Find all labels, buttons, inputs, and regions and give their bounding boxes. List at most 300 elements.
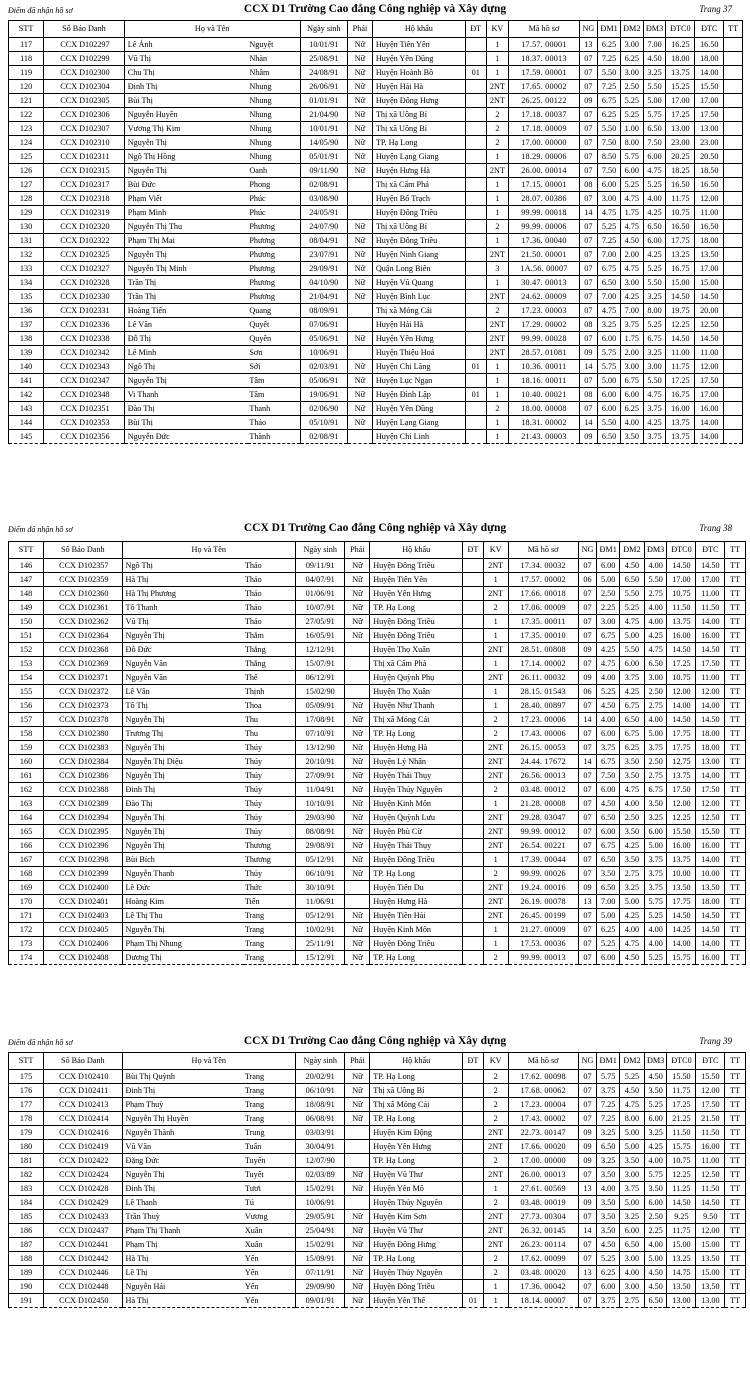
cell-ho-dem: Đinh Thị <box>122 1182 244 1196</box>
cell-dtc0: 15.50 <box>667 1070 696 1084</box>
cell-ten: Phúc <box>248 192 300 206</box>
cell-dt <box>463 1252 484 1266</box>
cell-tt: TT <box>725 1168 746 1182</box>
table-row <box>9 937 746 951</box>
cell-ng: 07 <box>578 1294 597 1308</box>
cell-ng: 07 <box>578 1252 597 1266</box>
cell-dtc: 14.00 <box>695 416 724 430</box>
cell-dm3: 2.75 <box>644 699 667 713</box>
cell-ng: 07 <box>578 1210 597 1224</box>
cell-dm2: 2.75 <box>620 1294 645 1308</box>
cell-ho-dem: Lê Đức <box>122 881 244 895</box>
cell-sbd: CCX D102317 <box>44 178 125 192</box>
cell-ngay-sinh: 15/02/90 <box>295 685 345 699</box>
cell-ng: 07 <box>578 1070 597 1084</box>
cell-ma-ho-so: 17.59. 00001 <box>509 66 579 80</box>
cell-dtc: 17.50 <box>696 1098 725 1112</box>
cell-ma-ho-so: 17.00. 00000 <box>509 136 579 150</box>
cell-ng: 07 <box>579 276 598 290</box>
cell-ho-khau: Huyện Bình Lục <box>372 290 465 304</box>
cell-dm1: 7.25 <box>598 80 621 94</box>
cell-ma-ho-so: 17.65. 00002 <box>509 80 579 94</box>
cell-stt: 165 <box>9 825 44 839</box>
cell-sbd: CCX D102297 <box>44 38 125 52</box>
cell-tt <box>724 290 743 304</box>
cell-ngay-sinh: 10/01/91 <box>300 38 348 52</box>
cell-kv: 1 <box>486 416 509 430</box>
cell-dtc: 10.00 <box>696 867 725 881</box>
cell-dtc: 18.00 <box>696 727 725 741</box>
cell-ng: 07 <box>579 192 598 206</box>
cell-tt <box>724 416 743 430</box>
cell-dm3: 5.25 <box>643 178 666 192</box>
cell-dt <box>465 290 486 304</box>
cell-ten: Thế <box>244 671 296 685</box>
table-row <box>9 699 746 713</box>
cell-ho-dem: Đinh Thị <box>122 783 244 797</box>
cell-sbd: CCX D102347 <box>44 374 125 388</box>
cell-dm1: 3.25 <box>598 318 621 332</box>
cell-kv: 1 <box>486 66 509 80</box>
cell-stt: 185 <box>9 1210 44 1224</box>
cell-ma-ho-so: 17.62. 00098 <box>508 1070 578 1084</box>
cell-ho-khau: Huyện Thủy Nguyên <box>370 1196 463 1210</box>
cell-dt <box>463 699 484 713</box>
column-header-ma-ho-so: Mã hồ sơ <box>508 542 578 559</box>
cell-dt <box>465 108 486 122</box>
cell-ten: Tươi <box>244 1182 296 1196</box>
cell-sbd: CCX D102348 <box>44 388 125 402</box>
cell-sbd: CCX D102371 <box>44 671 122 685</box>
cell-dtc: 12.00 <box>696 1224 725 1238</box>
cell-ten: Sới <box>248 360 300 374</box>
cell-stt: 168 <box>9 867 44 881</box>
cell-dm3: 4.75 <box>643 388 666 402</box>
cell-sbd: CCX D102342 <box>44 346 125 360</box>
column-header-dm3: ĐM3 <box>644 542 667 559</box>
cell-dtc: 14.50 <box>696 713 725 727</box>
cell-stt: 180 <box>9 1140 44 1154</box>
cell-ten: Phương <box>248 290 300 304</box>
cell-dtc0: 12.75 <box>667 755 696 769</box>
cell-kv: 2 <box>483 713 508 727</box>
cell-sbd: CCX D102305 <box>44 94 125 108</box>
cell-ng: 09 <box>578 643 597 657</box>
cell-dm2: 5.00 <box>620 1126 645 1140</box>
cell-ho-khau: Huyện Tiên Du <box>370 881 463 895</box>
cell-ng: 13 <box>578 895 597 909</box>
table-row <box>9 416 743 430</box>
cell-dtc: 12.00 <box>696 797 725 811</box>
cell-ngay-sinh: 10/10/91 <box>295 797 345 811</box>
cell-ng: 09 <box>578 671 597 685</box>
cell-phai: Nữ <box>348 164 373 178</box>
column-header-dm1: ĐM1 <box>598 21 621 38</box>
cell-ma-ho-so: 21.43. 00003 <box>509 430 579 444</box>
cell-dt <box>463 839 484 853</box>
cell-kv: 2NT <box>486 248 509 262</box>
cell-ten: Yến <box>244 1280 296 1294</box>
cell-tt <box>724 332 743 346</box>
table-row <box>9 178 743 192</box>
cell-dm3: 3.75 <box>644 867 667 881</box>
cell-ho-dem: Nguyễn Hải <box>122 1280 244 1294</box>
cell-ma-ho-so: 26.45. 00199 <box>508 909 578 923</box>
cell-tt <box>724 136 743 150</box>
cell-dm1: 6.75 <box>598 94 621 108</box>
header-note: Điểm đã nhận hồ sơ <box>8 525 73 534</box>
cell-dtc0: 13.75 <box>667 853 696 867</box>
cell-ng: 07 <box>579 248 598 262</box>
table-header-row <box>9 542 746 559</box>
cell-dtc: 18.00 <box>696 741 725 755</box>
cell-ng: 07 <box>579 304 598 318</box>
cell-ma-ho-so: 17.35. 00010 <box>508 629 578 643</box>
cell-stt: 144 <box>9 416 44 430</box>
cell-dm1: 6.00 <box>598 178 621 192</box>
cell-stt: 176 <box>9 1084 44 1098</box>
cell-ngay-sinh: 06/10/91 <box>295 867 345 881</box>
cell-ho-dem: Đỗ Thị <box>124 332 248 346</box>
cell-kv: 2NT <box>483 825 508 839</box>
table-row <box>9 671 746 685</box>
cell-sbd: CCX D102319 <box>44 206 125 220</box>
cell-ho-khau: Huyện Quỳnh Lưu <box>370 811 463 825</box>
cell-ngay-sinh: 06/12/91 <box>295 671 345 685</box>
cell-phai <box>348 304 373 318</box>
cell-ng: 07 <box>578 741 597 755</box>
cell-dtc: 13.00 <box>696 1294 725 1308</box>
table-row <box>9 755 746 769</box>
cell-ho-khau: Huyện Đông Triều <box>372 206 465 220</box>
table-row <box>9 951 746 965</box>
table-row <box>9 1224 746 1238</box>
cell-dm2: 3.75 <box>620 671 645 685</box>
cell-sbd: CCX D102433 <box>44 1210 122 1224</box>
cell-ngay-sinh: 11/04/91 <box>295 783 345 797</box>
cell-dm2: 6.50 <box>620 713 645 727</box>
cell-tt: TT <box>725 587 746 601</box>
cell-stt: 125 <box>9 150 44 164</box>
cell-dtc0: 14.75 <box>667 1266 696 1280</box>
cell-dt <box>463 601 484 615</box>
cell-sbd: CCX D102399 <box>44 867 122 881</box>
cell-dm2: 3.00 <box>620 1168 645 1182</box>
table-row <box>9 657 746 671</box>
cell-sbd: CCX D102378 <box>44 713 122 727</box>
cell-dm1: 3.50 <box>597 1168 620 1182</box>
cell-dm3: 4.75 <box>643 164 666 178</box>
cell-ng: 07 <box>578 1084 597 1098</box>
cell-sbd: CCX D102410 <box>44 1070 122 1084</box>
cell-dm1: 5.75 <box>598 360 621 374</box>
cell-ng: 07 <box>578 699 597 713</box>
cell-kv: 1 <box>483 1182 508 1196</box>
cell-dtc: 18.00 <box>695 52 724 66</box>
table-row <box>9 1294 746 1308</box>
cell-kv: 2NT <box>483 769 508 783</box>
cell-dt <box>465 346 486 360</box>
table-row <box>9 248 743 262</box>
cell-tt <box>724 80 743 94</box>
cell-ngay-sinh: 10/01/91 <box>300 122 348 136</box>
cell-phai: Nữ <box>348 52 373 66</box>
cell-tt: TT <box>725 727 746 741</box>
cell-dm1: 4.00 <box>597 1182 620 1196</box>
cell-ngay-sinh: 25/11/91 <box>295 937 345 951</box>
cell-tt <box>724 276 743 290</box>
cell-dm3: 2.50 <box>644 755 667 769</box>
cell-ho-khau: TP. Hạ Long <box>370 1070 463 1084</box>
column-header-ng: NG <box>578 1053 597 1070</box>
cell-ngay-sinh: 07/10/91 <box>295 727 345 741</box>
cell-ma-ho-so: 24.62. 00009 <box>509 290 579 304</box>
cell-tt: TT <box>725 685 746 699</box>
cell-dtc0: 10.75 <box>667 1154 696 1168</box>
cell-kv: 2 <box>483 783 508 797</box>
cell-dt <box>463 1280 484 1294</box>
cell-dtc0: 17.25 <box>667 657 696 671</box>
cell-ma-ho-so: 17.06. 00009 <box>508 601 578 615</box>
cell-ma-ho-so: 17.23. 00004 <box>508 1098 578 1112</box>
cell-sbd: CCX D102448 <box>44 1280 122 1294</box>
cell-dt <box>465 248 486 262</box>
cell-ngay-sinh: 29/08/91 <box>295 839 345 853</box>
cell-dm3: 6.75 <box>643 332 666 346</box>
cell-ho-khau: Huyện Yên Thế <box>370 1294 463 1308</box>
cell-kv: 2NT <box>486 318 509 332</box>
cell-dt <box>463 881 484 895</box>
cell-ho-khau: Huyện Lạng Giang <box>372 150 465 164</box>
cell-dm3: 4.25 <box>643 416 666 430</box>
cell-dm3: 8.00 <box>643 304 666 318</box>
cell-phai: Nữ <box>345 783 370 797</box>
cell-dt <box>463 657 484 671</box>
table-row <box>9 374 743 388</box>
cell-dm2: 3.50 <box>620 430 643 444</box>
cell-ho-dem: Đào Thị <box>124 402 248 416</box>
cell-dm3: 4.00 <box>644 601 667 615</box>
cell-stt: 118 <box>9 52 44 66</box>
cell-phai: Nữ <box>345 1252 370 1266</box>
cell-stt: 162 <box>9 783 44 797</box>
cell-dtc: 17.00 <box>695 94 724 108</box>
cell-kv: 2 <box>483 1154 508 1168</box>
cell-phai: Nữ <box>348 80 373 94</box>
cell-phai: Nữ <box>348 262 373 276</box>
table-row <box>9 1182 746 1196</box>
cell-sbd: CCX D102373 <box>44 699 122 713</box>
cell-tt <box>724 164 743 178</box>
cell-ten: Thu <box>244 713 296 727</box>
cell-tt: TT <box>725 1294 746 1308</box>
cell-ngay-sinh: 23/07/91 <box>300 248 348 262</box>
cell-ten: Nhung <box>248 122 300 136</box>
cell-ngay-sinh: 24/07/90 <box>300 220 348 234</box>
cell-ng: 07 <box>579 150 598 164</box>
cell-dm2: 6.00 <box>620 388 643 402</box>
cell-dtc: 16.00 <box>695 402 724 416</box>
cell-dm1: 7.25 <box>597 1112 620 1126</box>
cell-ho-khau: Huyện Đông Triều <box>370 1280 463 1294</box>
cell-ho-dem: Đinh Thị <box>122 1084 244 1098</box>
cell-kv: 2NT <box>486 80 509 94</box>
cell-dm2: 6.75 <box>620 727 645 741</box>
cell-phai <box>345 1126 370 1140</box>
table-row <box>9 1196 746 1210</box>
cell-ng: 07 <box>578 1098 597 1112</box>
cell-ma-ho-so: 26.56. 00013 <box>508 769 578 783</box>
cell-kv: 2NT <box>486 346 509 360</box>
cell-ma-ho-so: 17.36. 00042 <box>508 1280 578 1294</box>
page-header <box>0 2 750 18</box>
cell-ho-khau: Huyện Thái Thụy <box>370 769 463 783</box>
cell-dt <box>463 713 484 727</box>
cell-ten: Quyết <box>248 318 300 332</box>
cell-dm1: 3.75 <box>597 741 620 755</box>
cell-dtc: 11.50 <box>696 601 725 615</box>
cell-ng: 07 <box>579 220 598 234</box>
cell-ten: Phương <box>248 234 300 248</box>
cell-ng: 07 <box>578 867 597 881</box>
cell-dt <box>463 755 484 769</box>
cell-dt <box>463 867 484 881</box>
cell-phai <box>345 685 370 699</box>
cell-dm1: 7.00 <box>598 248 621 262</box>
table-row <box>9 587 746 601</box>
cell-tt <box>724 304 743 318</box>
cell-ten: Yến <box>244 1266 296 1280</box>
cell-kv: 2NT <box>483 1168 508 1182</box>
cell-tt: TT <box>725 783 746 797</box>
cell-phai: Nữ <box>345 1098 370 1112</box>
cell-ho-dem: Tô Thị <box>122 699 244 713</box>
cell-dm2: 3.50 <box>620 769 645 783</box>
cell-dtc0: 16.00 <box>667 629 696 643</box>
table-row <box>9 66 743 80</box>
cell-phai: Nữ <box>345 573 370 587</box>
cell-dtc: 11.00 <box>696 671 725 685</box>
cell-dtc: 11.50 <box>696 1126 725 1140</box>
cell-stt: 145 <box>9 430 44 444</box>
cell-dtc: 18.00 <box>696 895 725 909</box>
cell-dm3: 3.25 <box>643 346 666 360</box>
cell-sbd: CCX D102311 <box>44 150 125 164</box>
cell-dm2: 6.25 <box>620 741 645 755</box>
cell-dm2: 3.25 <box>620 1210 645 1224</box>
cell-dm2: 4.25 <box>620 839 645 853</box>
cell-sbd: CCX D102320 <box>44 220 125 234</box>
cell-ngay-sinh: 25/04/91 <box>295 1224 345 1238</box>
table-row <box>9 559 746 573</box>
cell-ngay-sinh: 05/06/91 <box>300 374 348 388</box>
cell-ng: 07 <box>578 853 597 867</box>
cell-dm3: 6.75 <box>644 783 667 797</box>
cell-stt: 155 <box>9 685 44 699</box>
table-row <box>9 909 746 923</box>
cell-dm3: 4.00 <box>644 923 667 937</box>
cell-phai <box>345 895 370 909</box>
cell-ten: Thúy <box>244 741 296 755</box>
cell-dt <box>463 923 484 937</box>
cell-dm1: 6.50 <box>598 276 621 290</box>
table-row <box>9 1238 746 1252</box>
cell-dm1: 7.25 <box>597 1098 620 1112</box>
cell-dt <box>463 559 484 573</box>
cell-ten: Thắng <box>244 657 296 671</box>
cell-ten: Yến <box>244 1294 296 1308</box>
cell-ho-khau: Huyện Hải Hà <box>372 318 465 332</box>
cell-ma-ho-so: 99.99. 00012 <box>508 825 578 839</box>
cell-ho-khau: Huyện Vũ Quang <box>372 276 465 290</box>
cell-ho-khau: Huyện Yên Hưng <box>372 332 465 346</box>
cell-ngay-sinh: 15/12/91 <box>295 951 345 965</box>
cell-kv: 1 <box>483 1294 508 1308</box>
cell-tt: TT <box>725 1196 746 1210</box>
cell-dm3: 4.50 <box>643 52 666 66</box>
cell-dm1: 6.00 <box>597 825 620 839</box>
cell-ho-khau: Huyện Đình Lập <box>372 388 465 402</box>
cell-ma-ho-so: 99.99. 00028 <box>509 332 579 346</box>
cell-dt <box>465 206 486 220</box>
cell-phai: Nữ <box>345 769 370 783</box>
cell-ng: 07 <box>578 923 597 937</box>
cell-sbd: CCX D102386 <box>44 769 122 783</box>
cell-tt: TT <box>725 1098 746 1112</box>
table-row <box>9 220 743 234</box>
cell-ngay-sinh: 12/07/90 <box>295 1154 345 1168</box>
cell-dm3: 5.75 <box>643 108 666 122</box>
cell-dm2: 3.00 <box>620 1280 645 1294</box>
cell-dm2: 6.25 <box>620 52 643 66</box>
cell-sbd: CCX D102442 <box>44 1252 122 1266</box>
cell-dm1: 3.25 <box>597 1154 620 1168</box>
cell-dtc0: 16.75 <box>666 262 695 276</box>
cell-tt: TT <box>725 1224 746 1238</box>
cell-dm2: 4.75 <box>620 1098 645 1112</box>
cell-dtc: 14.50 <box>696 1196 725 1210</box>
cell-ho-dem: Nguyễn Thanh <box>122 867 244 881</box>
table-row <box>9 332 743 346</box>
cell-phai: Nữ <box>345 1224 370 1238</box>
cell-phai: Nữ <box>345 811 370 825</box>
cell-sbd: CCX D102369 <box>44 657 122 671</box>
cell-dtc0: 13.00 <box>666 122 695 136</box>
cell-ma-ho-so: 17.68. 00062 <box>508 1084 578 1098</box>
cell-dm1: 5.25 <box>598 220 621 234</box>
cell-kv: 2 <box>483 1112 508 1126</box>
column-header-ngay-sinh: Ngày sinh <box>295 542 345 559</box>
table-row <box>9 290 743 304</box>
cell-dt <box>465 262 486 276</box>
cell-phai: Nữ <box>345 937 370 951</box>
cell-phai <box>348 430 373 444</box>
cell-dm1: 6.75 <box>598 262 621 276</box>
cell-dt <box>463 1154 484 1168</box>
cell-ma-ho-so: 17.23. 00003 <box>509 304 579 318</box>
cell-stt: 129 <box>9 206 44 220</box>
cell-sbd: CCX D102394 <box>44 811 122 825</box>
cell-kv: 1 <box>483 629 508 643</box>
cell-ten: Thương <box>244 839 296 853</box>
cell-ma-ho-so: 99.99. 00006 <box>509 220 579 234</box>
cell-ho-khau: TP. Hạ Long <box>370 1252 463 1266</box>
table-header-row <box>9 1053 746 1070</box>
cell-ngay-sinh: 29/03/90 <box>295 811 345 825</box>
cell-kv: 2 <box>483 1252 508 1266</box>
cell-ma-ho-so: 17.35. 00011 <box>508 615 578 629</box>
cell-dm1: 3.50 <box>597 1210 620 1224</box>
